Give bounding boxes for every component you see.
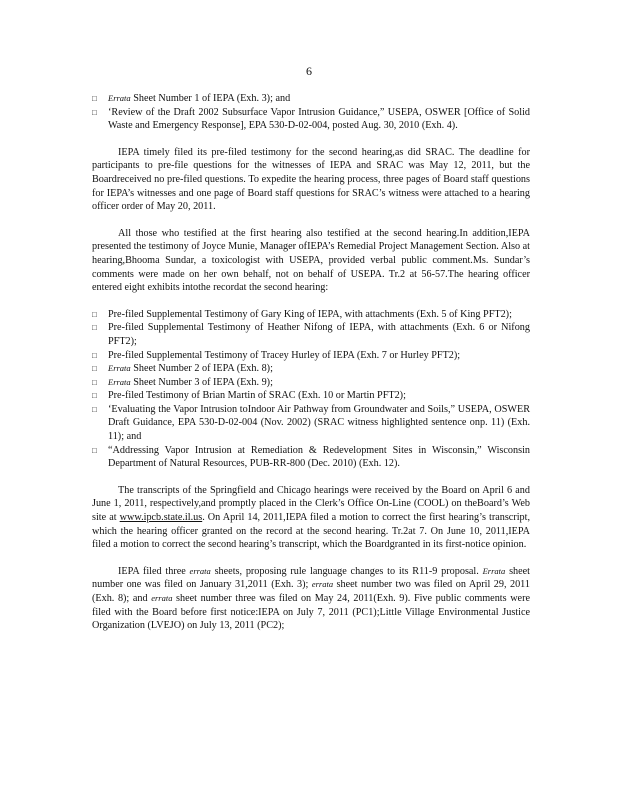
page-body	[92, 92, 530, 633]
list-item-text: Pre-filed Supplemental Testimony of Tracey Hurley of IEPA (Exh. 7 or Hurley PFT2);	[108, 349, 461, 361]
paragraph-text: sheet number three was filed on May 24, 2011(Exh. 9). Five public comments were filed with the Board before first notice:IEPA on July 7, 2011 (PC1);Little Village Environmental Justice Organization (LVEJO) on July 13, 2011 (PC2);	[92, 593, 530, 632]
list-item	[92, 349, 530, 363]
list-item	[92, 403, 530, 444]
italic-term: errata	[189, 565, 211, 576]
italic-term: Errata	[108, 93, 131, 103]
list-item-text: Sheet Number 1 of IEPA (Exh. 3); and	[130, 93, 291, 104]
exhibit-list-second-hearing	[92, 308, 530, 471]
exhibit-list-top	[92, 92, 530, 133]
italic-term: Errata	[482, 565, 506, 576]
list-item-text: ‘Review of the Draft 2002 Subsurface Vapor Intrusion Guidance,” USEPA, OSWER [Office of Solid Waste and Emergency Response], EPA 530-D-02-004, posted Aug. 30, 2010 (Exh. 4).	[108, 106, 530, 132]
bullet-icon: □	[92, 107, 97, 117]
italic-term: errata	[151, 593, 173, 603]
list-item	[92, 444, 530, 471]
list-item	[92, 308, 530, 322]
list-item-text: ‘Evaluating the Vapor Intrusion toIndoor Air Pathway from Groundwater and Soils,” USEPA, OSWER Draft Guidance, EPA 530-D-02-004 (Nov. 2002) (SRAC witness highlighted sentence onp. 11) (Exh. 11); and	[108, 403, 530, 443]
paragraph-prefiled-testimony: IEPA timely filed its pre-filed testimony for the second hearing,as did SRAC. The deadline for participants to pre-file questions for the witnesses of IEPA and SRAC was May 12, 2011, but the Boardreceived no pre-filed questions. To expedite the hearing process, three pages of Board staff questions for IEPA’s witnesses and one page of Board staff questions for SRAC’s witness were attached to a hearing officer order of May 20, 2011.	[92, 146, 530, 213]
board-website-link[interactable]: www.ipcb.state.il.us	[119, 512, 203, 524]
list-item-text: “Addressing Vapor Intrusion at Remediation & Redevelopment Sites in Wisconsin,” Wisconsin Department of Natural Resources, PUB-RR-800 (Dec. 2010) (Exh. 12).	[108, 444, 530, 470]
bullet-icon: □	[92, 350, 97, 360]
list-item-text: Pre-filed Supplemental Testimony of Gary King of IEPA, with attachments (Exh. 5 of King PFT2);	[108, 308, 512, 320]
bullet-icon: □	[92, 391, 97, 401]
list-item	[92, 362, 530, 376]
list-item-text: Sheet Number 3 of IEPA (Exh. 9);	[130, 376, 273, 388]
bullet-icon: □	[92, 94, 97, 103]
list-item	[92, 389, 530, 403]
italic-term: errata	[311, 579, 334, 590]
paragraph-text: sheet number one was filed on January 31,2011 (Exh. 3);	[92, 565, 531, 591]
paragraph-transcripts	[92, 484, 530, 552]
page-number: 6	[306, 64, 312, 78]
paragraph-second-hearing: All those who testified at the first hearing also testified at the second hearing.In addition,IEPA presented the testimony of Joyce Munie, Manager ofIEPA’s Remedial Project Management Section. Also at hearing,Bhooma Sundar, a toxicologist with USEPA, provided verbal public comment.Ms. Sundar’s comments were made on her own behalf, not on behalf of USEPA. Tr.2 at 56-57.The hearing officer entered eight exhibits intothe recordat the second hearing:	[92, 227, 530, 294]
paragraph-errata	[92, 565, 530, 633]
italic-term: Errata	[108, 363, 131, 374]
bullet-icon: □	[92, 404, 97, 414]
paragraph-text: The transcripts of the Springfield and Chicago hearings were received by the Board on April 6 and June 1, 2011, respectively,and promptly placed in the Clerk’s Office On-Line (COOL) on theBoard’s Web site at	[92, 484, 530, 524]
bullet-icon: □	[92, 309, 97, 319]
list-item	[92, 321, 530, 348]
bullet-icon: □	[92, 377, 97, 387]
list-item	[92, 92, 530, 106]
paragraph-text: . On April 14, 2011,IEPA filed a motion to correct the first hearing’s transcript, which the hearing officer granted on the record at the second hearing. Tr.2at 7. On June 10, 2011,IEPA filed a motion to correct the second hearing’s transcript, which the Boardgranted in its first-notice opinion.	[92, 512, 531, 551]
paragraph-text: sheets, proposing rule language changes to its R11-9 proposal.	[210, 565, 483, 577]
bullet-icon: □	[92, 323, 97, 333]
bullet-icon: □	[92, 445, 97, 455]
list-item-text: Pre-filed Supplemental Testimony of Heather Nifong of IEPA, with attachments (Exh. 6 or Nifong PFT2);	[108, 322, 530, 347]
list-item-text: Sheet Number 2 of IEPA (Exh. 8);	[130, 363, 273, 375]
bullet-icon: □	[92, 364, 97, 374]
paragraph-text: sheet number two was filed on April 29, 2011 (Exh. 8); and	[92, 579, 530, 604]
list-item	[92, 376, 530, 390]
list-item	[92, 106, 530, 133]
list-item-text: Pre-filed Testimony of Brian Martin of SRAC (Exh. 10 or Martin PFT2);	[108, 390, 406, 402]
paragraph-text: IEPA filed three	[118, 565, 190, 577]
italic-term: Errata	[108, 376, 131, 387]
